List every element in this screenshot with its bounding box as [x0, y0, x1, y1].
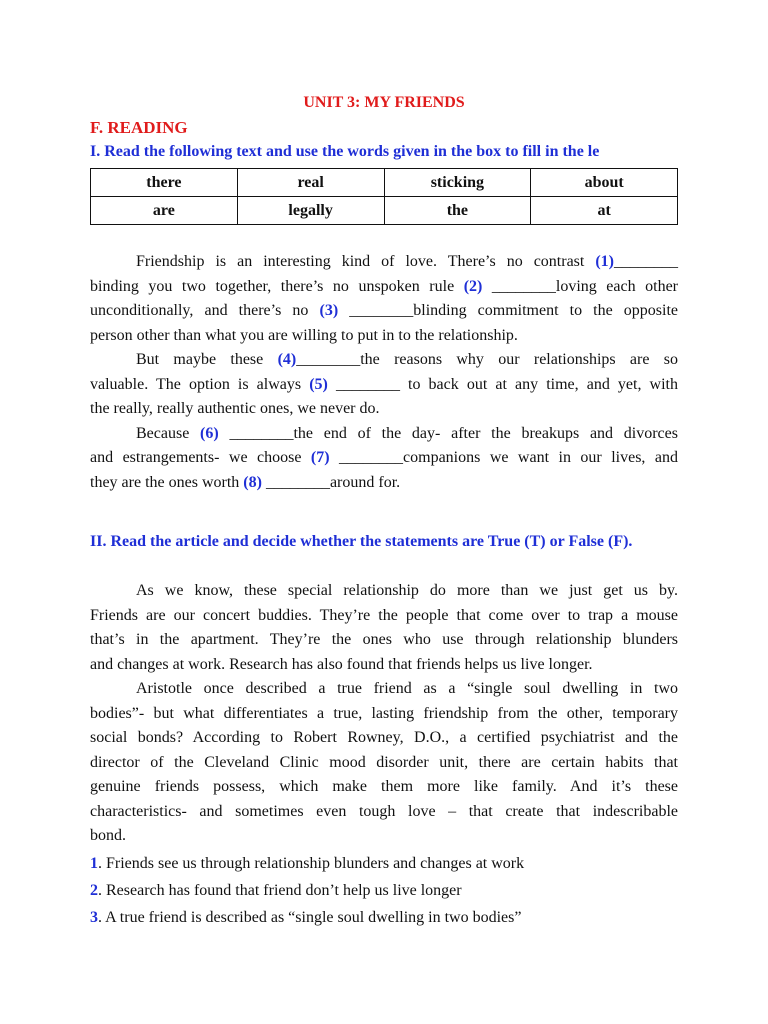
word-cell: at: [531, 197, 678, 225]
passage1-line: they are the ones worth (8) ________around for.: [90, 473, 401, 491]
word-box: [90, 168, 678, 225]
passage2-line: Friends are our concert buddies. They’re the people that come over to trap a mouse: [90, 606, 678, 624]
statement-number: 1: [90, 855, 98, 872]
statement: [90, 907, 521, 929]
passage2-line: and changes at work. Research has also found that friends helps us live longer.: [90, 655, 593, 673]
blank-number: (5): [309, 375, 328, 393]
statement: [90, 880, 462, 902]
statement-text: . Research has found that friend don’t help us live longer: [98, 882, 462, 899]
passage2-line: director of the Cleveland Clinic mood disorder unit, there are certain habits that: [90, 753, 678, 771]
part1-instruction: I. Read the following text and use the words given in the box to fill in the le: [90, 143, 600, 160]
statement-text: . Friends see us through relationship blunders and changes at work: [98, 855, 525, 872]
blank-number: (1): [595, 253, 614, 270]
word-cell: sticking: [384, 169, 531, 197]
passage2-line: bodies”- but what differentiates a true, lasting friendship from the other, temporary: [90, 704, 678, 722]
passage1-line: binding you two together, there’s no unspoken rule (2) ________loving each other: [90, 277, 678, 295]
passage2-line: Aristotle once described a true friend as a “single soul dwelling in two: [136, 680, 678, 697]
statement-number: 2: [90, 882, 98, 899]
passage1-line: Because (6) ________the end of the day- after the breakups and divorces: [136, 424, 678, 442]
word-box-row: [91, 169, 678, 197]
blank-number: (7): [310, 449, 330, 466]
part2-instruction: II. Read the article and decide whether the statements are True (T) or False (F).: [90, 533, 633, 550]
passage1-line: person other than what you are willing to put in to the relationship.: [90, 326, 518, 344]
blank-number: (8): [243, 473, 262, 491]
passage2-line: that’s in the apartment. They’re the ones who use through relationship blunders: [90, 631, 678, 648]
blank-number: (2): [463, 277, 483, 295]
word-cell: are: [91, 197, 238, 225]
section-title: F. READING: [90, 118, 188, 137]
passage1-line: valuable. The option is always (5) ________ to back out at any time, and yet, with: [90, 375, 678, 393]
statement: [90, 853, 524, 875]
word-box-row: [91, 197, 678, 225]
word-cell: legally: [237, 197, 384, 225]
passage2-line: characteristics- and sometimes even tough love – that create that indescribable: [90, 802, 678, 820]
word-cell: there: [91, 169, 238, 197]
passage2: [90, 579, 678, 849]
statement-text: . A true friend is described as “single soul dwelling in two bodies”: [98, 909, 522, 926]
passage2-line: social bonds? According to Robert Rowney, D.O., a certified psychiatrist and the: [90, 729, 678, 746]
passage2-line: genuine friends possess, which make them more like family. And it’s these: [90, 778, 678, 795]
blank-number: (6): [200, 424, 219, 442]
word-cell: about: [531, 169, 678, 197]
passage1-line: But maybe these (4)________the reasons why our relationships are so: [136, 351, 679, 368]
passage1: [90, 250, 678, 495]
blank-number: (4): [277, 351, 297, 368]
passage2-line: As we know, these special relationship do more than we just get us by.: [136, 582, 678, 599]
statement-number: 3: [90, 909, 98, 926]
word-cell: the: [384, 197, 531, 225]
word-cell: real: [237, 169, 384, 197]
passage1-line: the really, really authentic ones, we never do.: [90, 400, 380, 417]
unit-title: UNIT 3: MY FRIENDS: [303, 94, 465, 111]
passage1-line: Friendship is an interesting kind of love. There’s no contrast (1)________: [136, 253, 678, 270]
passage1-line: unconditionally, and there’s no (3) ________blinding commitment to the opposite: [90, 302, 679, 319]
passage2-line: bond.: [90, 827, 126, 844]
blank-number: (3): [319, 302, 339, 319]
passage1-line: and estrangements- we choose (7) ________companions we want in our lives, and: [90, 449, 678, 466]
